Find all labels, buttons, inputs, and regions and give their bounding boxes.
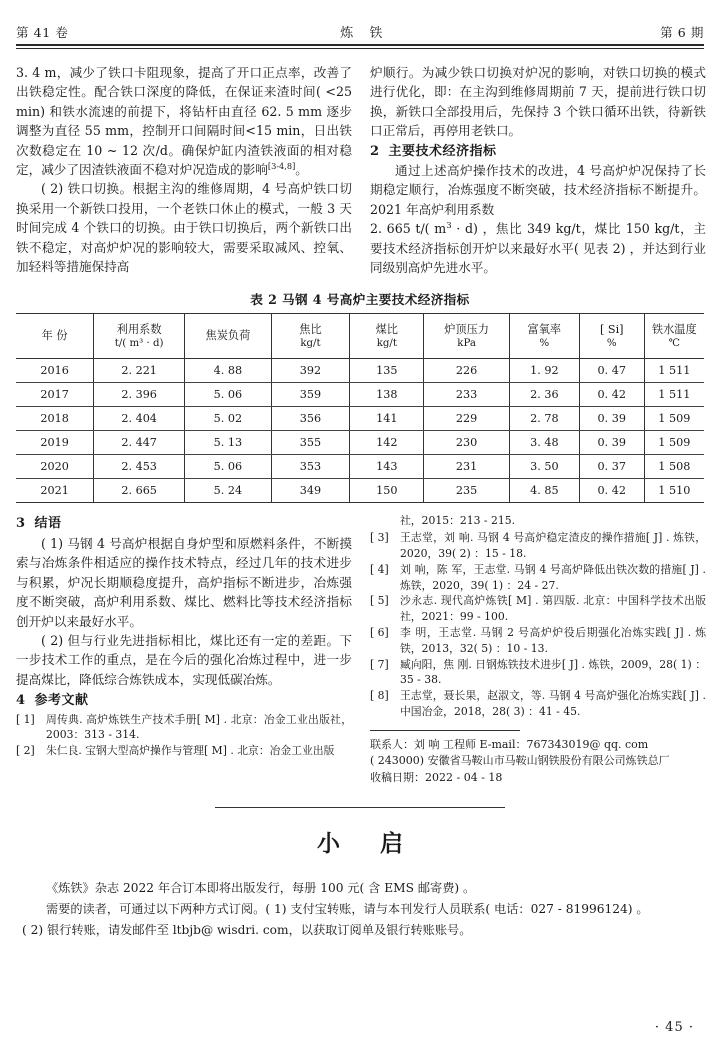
- cell-coke-ratio: 349: [271, 479, 349, 503]
- table-row: [16, 407, 704, 431]
- th-utilization: [94, 314, 185, 359]
- paragraph-indicators-b: [370, 219, 706, 277]
- th-hot-metal-temp-unit: ℃: [668, 337, 680, 349]
- section-3-title: 结语: [34, 516, 62, 532]
- table-block: [16, 289, 704, 503]
- th-coke-ratio: [271, 314, 349, 359]
- cell-hot-metal-temp: 1 511: [644, 359, 704, 383]
- reference-text: 臧向阳，焦 刚. 日钢炼铁技术进步[ J] . 炼铁，2009，28( 1) ：35 - 38.: [400, 657, 706, 687]
- th-oxygen-enrichment: [509, 314, 579, 359]
- technical-indicators-table: [16, 313, 704, 503]
- reference-number: [ 7]: [370, 657, 389, 671]
- right-column-bottom: [370, 513, 706, 786]
- announcement-line-1: 《炼铁》杂志 2022 年合订本即将出版发行，每册 100 元( 含 EMS 邮寄费) 。: [46, 880, 476, 895]
- cell-top-pressure: 233: [424, 383, 509, 407]
- cubic-exponent: 3: [446, 221, 452, 232]
- cell-coal-ratio: 141: [350, 407, 424, 431]
- list-item: [370, 593, 706, 625]
- cell-silicon: 0. 42: [579, 383, 644, 407]
- cell-year: 2017: [16, 383, 94, 407]
- section-4-title: 参考文献: [34, 693, 89, 709]
- reference-number: [ 2]: [16, 744, 35, 758]
- cell-top-pressure: 229: [424, 407, 509, 431]
- reference-number: [ 4]: [370, 562, 389, 576]
- cell-top-pressure: 235: [424, 479, 509, 503]
- lower-columns: [16, 513, 704, 786]
- cell-silicon: 0. 47: [579, 359, 644, 383]
- reference-continuation: 社，2015：213 - 215.: [400, 514, 516, 528]
- th-silicon-unit: %: [606, 337, 617, 349]
- received-date-line: 收稿日期：2022 - 04 - 18: [370, 771, 503, 785]
- cell-oxygen-enrichment: 3. 48: [509, 431, 579, 455]
- th-top-pressure: [424, 314, 509, 359]
- th-oxygen-enrichment-name: 富氧率: [527, 322, 562, 336]
- cell-oxygen-enrichment: 2. 78: [509, 407, 579, 431]
- cell-coal-ratio: 138: [350, 383, 424, 407]
- cell-hot-metal-temp: 1 510: [644, 479, 704, 503]
- upper-columns: [16, 63, 704, 277]
- list-item: [370, 625, 706, 657]
- cell-hot-metal-temp: 1 511: [644, 383, 704, 407]
- reference-number: [ 1]: [16, 712, 35, 726]
- list-item: [370, 562, 706, 594]
- cell-year: 2020: [16, 455, 94, 479]
- th-utilization-name: 利用系数: [116, 322, 162, 336]
- conclusion-item-2: ( 2) 但与行业先进指标相比，煤比还有一定的差距。下一步技术工作的重点，是在今后的强化冶炼过程中，进一步提高煤比，降低综合炼铁成本，实现低碳冶炼。: [16, 632, 352, 687]
- reference-text: 王志堂，聂长果，赵淑文，等. 马钢 4 号高炉强化冶炼实践[ J] . 中国冶金，2018，28( 3) ：41 - 45.: [400, 689, 706, 719]
- section-heading-4: [16, 691, 352, 710]
- section-2-title: 主要技术经济指标: [388, 143, 497, 159]
- cell-utilization: 2. 453: [94, 455, 185, 479]
- cell-year: 2019: [16, 431, 94, 455]
- cell-coal-ratio: 142: [350, 431, 424, 455]
- cell-coke-load: 5. 06: [185, 455, 272, 479]
- cell-silicon: 0. 39: [579, 431, 644, 455]
- list-item: [16, 743, 352, 759]
- list-item: [370, 530, 706, 562]
- paragraph-indicators-b-tail: · d) ，焦比 349 kg/t，煤比 150 kg/t，主要技术经济指标创开炉以来最好水平( 见表 2) ，并达到行业同级别高炉先进水平。: [370, 221, 706, 276]
- left-column-bottom: [16, 513, 352, 758]
- reference-text: 沙永志. 现代高炉炼铁[ M] . 第四版. 北京：中国科学技术出版社，2021：99 - 100.: [400, 594, 706, 624]
- cell-coke-load: 4. 88: [185, 359, 272, 383]
- section-heading-3: [16, 514, 352, 533]
- cell-coal-ratio: 143: [350, 455, 424, 479]
- journal-title: 炼 铁: [340, 26, 389, 41]
- reference-text: 王志堂，刘 响. 马钢 4 号高炉稳定渣皮的操作措施[ J] . 炼铁，2020，39( 2) ：15 - 18.: [400, 531, 706, 561]
- th-hot-metal-temp-name: 铁水温度: [651, 322, 697, 336]
- paragraph-tapping-switch: ( 2) 铁口切换。根据主沟的维修周期，4 号高炉铁口切换采用一个新铁口投用，一个老铁口休止的模式，一般 3 天时间完成 4 个铁口的切换。由于铁口切换后，两个新铁口出铁不稳定，对高炉炉况的影响较大，需要采取减风、控氧、加轻料等措施保持高: [16, 181, 352, 275]
- header-rule: [16, 44, 704, 49]
- paragraph-furnace-smooth: 炉顺行。为减少铁口切换对炉况的影响，对铁口切换的模式进行优化，即：在主沟到维修周期前 7 天，提前进行铁口切换，新铁口全部投用后，先保持 3 个铁口循环出铁，待新铁口正常后，再停用老铁口。: [370, 65, 706, 139]
- paragraph-continued: [16, 63, 352, 179]
- right-column-top: [370, 63, 706, 277]
- table-head: [16, 314, 704, 359]
- cell-coke-load: 5. 02: [185, 407, 272, 431]
- cell-year: 2021: [16, 479, 94, 503]
- cell-silicon: 0. 42: [579, 479, 644, 503]
- paragraph-indicators-a: 通过上述高炉操作技术的改进，4 号高炉炉况保持了长期稳定顺行，冶炼强度不断突破，技术经济指标不断提升。2021 年高炉利用系数: [370, 163, 706, 217]
- reference-text: 朱仁良. 宝钢大型高炉操作与管理[ M] . 北京：冶金工业出版: [46, 744, 335, 758]
- table-row: [16, 359, 704, 383]
- utilization-coefficient-value: 2. 665 t/( m: [370, 221, 447, 237]
- table-row: [16, 431, 704, 455]
- cell-utilization: 2. 447: [94, 431, 185, 455]
- list-item: [370, 688, 706, 720]
- table-caption: 表 2 马钢 4 号高炉主要技术经济指标: [250, 292, 470, 308]
- cell-silicon: 0. 37: [579, 455, 644, 479]
- volume-label: 第 41 卷: [16, 25, 69, 40]
- reference-list-right: [370, 530, 706, 720]
- cell-hot-metal-temp: 1 509: [644, 407, 704, 431]
- cell-utilization: 2. 404: [94, 407, 185, 431]
- announcement-line-2: 需要的读者，可通过以下两种方式订阅。( 1) 支付宝转账，请与本刊发行人员联系( 电话：027 - 81996124) 。: [46, 901, 649, 916]
- announcement-line-3: ( 2) 银行转账，请发邮件至 ltbjb@ wisdri. com，以获取订阅单及银行转账账号。: [22, 922, 472, 937]
- th-coke-ratio-name: 焦比: [299, 322, 322, 336]
- table-header-row: [16, 314, 704, 359]
- th-coal-ratio: [350, 314, 424, 359]
- th-coke-load: [185, 314, 272, 359]
- th-coal-ratio-unit: kg/t: [376, 337, 397, 349]
- list-item: [16, 712, 352, 744]
- announcement-title: 小 启: [316, 829, 419, 857]
- th-year-name: 年 份: [41, 329, 68, 343]
- cell-coke-load: 5. 13: [185, 431, 272, 455]
- th-coke-load-name: 焦炭负荷: [205, 329, 251, 343]
- reference-number: [ 6]: [370, 626, 389, 640]
- th-coke-ratio-unit: kg/t: [300, 337, 321, 349]
- cell-year: 2018: [16, 407, 94, 431]
- cell-oxygen-enrichment: 3. 50: [509, 455, 579, 479]
- cell-top-pressure: 231: [424, 455, 509, 479]
- table-body: [16, 359, 704, 503]
- th-top-pressure-name: 炉顶压力: [444, 322, 489, 336]
- reference-text: 李 明，王志堂. 马钢 2 号高炉炉役后期强化冶炼实践[ J] . 炼铁，2013，32( 5) ：10 - 13.: [400, 626, 706, 655]
- reference-number: [ 3]: [370, 531, 389, 545]
- table-row: [16, 383, 704, 407]
- announcement-rule: [215, 807, 505, 808]
- cell-coal-ratio: 150: [350, 479, 424, 503]
- cell-silicon: 0. 39: [579, 407, 644, 431]
- th-silicon: [579, 314, 644, 359]
- conclusion-item-1: ( 1) 马钢 4 号高炉根据自身炉型和原燃料条件，不断摸索与冶炼条件相适应的操作技术特点，经过几年的技术进步与积累，炉况长期顺稳度提升，高炉指标不断进步，冶炼强度不断突破，高炉利用系数、煤比、燃料比等技术经济指标创开炉以来最好水平。: [16, 535, 352, 629]
- cell-hot-metal-temp: 1 509: [644, 431, 704, 455]
- cell-oxygen-enrichment: 4. 85: [509, 479, 579, 503]
- cell-utilization: 2. 221: [94, 359, 185, 383]
- section-2-number: 2: [370, 143, 380, 159]
- citation-marker: [3-4,8]: [267, 160, 296, 171]
- cell-coke-ratio: 355: [271, 431, 349, 455]
- section-3-number: 3: [16, 516, 26, 532]
- th-silicon-name: [ Si]: [599, 322, 624, 336]
- reference-number: [ 8]: [370, 689, 389, 703]
- reference-number: [ 5]: [370, 594, 389, 608]
- th-top-pressure-unit: kPa: [457, 337, 476, 349]
- cell-top-pressure: 226: [424, 359, 509, 383]
- cell-oxygen-enrichment: 1. 92: [509, 359, 579, 383]
- cell-coke-ratio: 359: [271, 383, 349, 407]
- cell-hot-metal-temp: 1 508: [644, 455, 704, 479]
- th-coal-ratio-name: 煤比: [375, 322, 398, 336]
- announcement-block: [16, 807, 704, 941]
- th-hot-metal-temp: [644, 314, 704, 359]
- cell-utilization: 2. 396: [94, 383, 185, 407]
- th-oxygen-enrichment-unit: %: [539, 337, 550, 349]
- th-utilization-unit: t/( m³ · d): [114, 337, 164, 349]
- list-item: [370, 657, 706, 689]
- address-line: ( 243000) 安徽省马鞍山市马鞍山钢铁股份有限公司炼铁总厂: [370, 754, 670, 768]
- cell-coke-load: 5. 06: [185, 383, 272, 407]
- reference-text: 刘 响，陈 军，王志堂. 马钢 4 号高炉降低出铁次数的措施[ J] . 炼铁，2020，39( 1) ：24 - 27.: [400, 562, 706, 592]
- page-number: · 45 ·: [654, 1020, 694, 1035]
- table-row: [16, 455, 704, 479]
- running-head: [16, 0, 704, 44]
- cell-coke-load: 5. 24: [185, 479, 272, 503]
- cell-coke-ratio: 356: [271, 407, 349, 431]
- issue-label: 第 6 期: [660, 25, 704, 40]
- table-row: [16, 479, 704, 503]
- cell-year: 2016: [16, 359, 94, 383]
- cell-utilization: 2. 665: [94, 479, 185, 503]
- cell-top-pressure: 230: [424, 431, 509, 455]
- reference-list-left: [16, 712, 352, 759]
- footnote-rule: [370, 730, 520, 731]
- section-heading-2: [370, 142, 706, 161]
- contact-line: 联系人：刘 响 工程师 E-mail：767343019@ qq. com: [370, 737, 649, 751]
- left-column-top: [16, 63, 352, 276]
- th-year: [16, 314, 94, 359]
- cell-coal-ratio: 135: [350, 359, 424, 383]
- cell-coke-ratio: 353: [271, 455, 349, 479]
- paragraph-continued-text: 3. 4 m，减少了铁口卡阻现象，提高了开口正点率，改善了出铁稳定性。配合铁口深度的降低，在保证来渣时间( <25 min) 和铁水流速的前提下，将钻杆由直径 62. 5 mm 逐步调整为直径 55 mm，控制开口间隔时间<15 min，日出铁次数稳定在 10 ~ 12 次/d。确保炉缸内渣铁液面的相对稳定，减少了因渣铁液面不稳对炉况造成的影响: [16, 65, 352, 178]
- reference-text: 周传典. 高炉炼铁生产技术手册[ M] . 北京：冶金工业出版社，2003：313 - 314.: [46, 712, 352, 742]
- paragraph-continued-tail: 。: [295, 162, 308, 178]
- cell-coke-ratio: 392: [271, 359, 349, 383]
- section-4-number: 4: [16, 693, 26, 709]
- cell-oxygen-enrichment: 2. 36: [509, 383, 579, 407]
